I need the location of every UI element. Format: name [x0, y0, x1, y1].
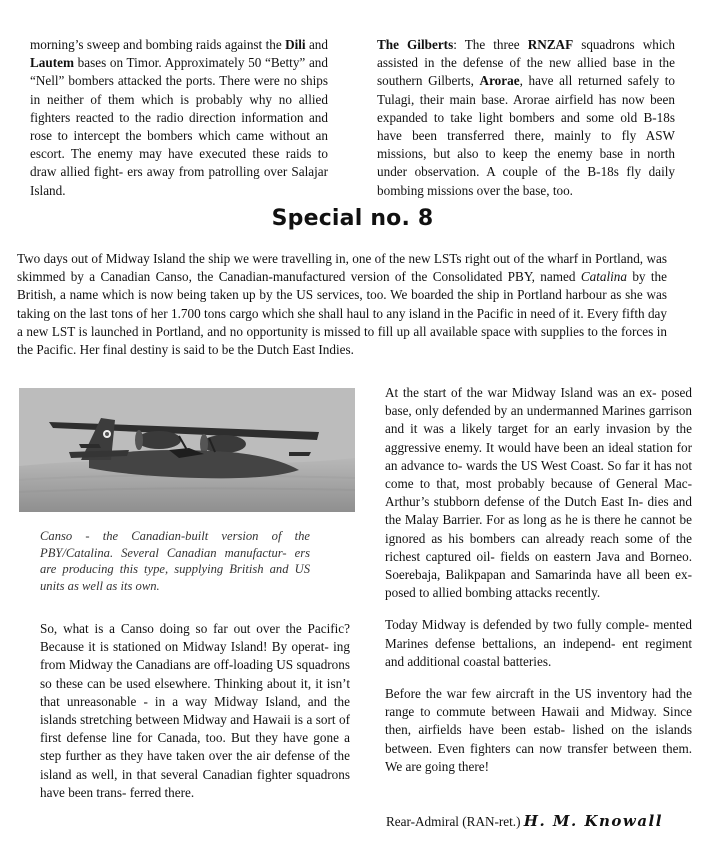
top-left-paragraph: morning’s sweep and bombing raids against the Dili and Lautem bases on Timor. Approximately 50 “Betty” and “Nell” bombers attacked the ports. There were no ships in neither of them which is probably why no allied fighters reacted to the radio direction information and rose to intercept the bombers which came without an escort. The enemy may have executed these raids to draw allied fight- ers away from patrolling over Salajar Island. [30, 37, 328, 198]
gilberts-paragraph: The Gilberts: The three RNZAF squadrons which assisted in the defense of the new allied base in the southern Gilberts, Arorae, have all returned safely to Tulagi, their main base. Arorae airfield has now been expanded to take light bombers and some old B-18s have been transferred there, mainly to fly ASW missions, but also to keep the enemy base in north under observation. A couple of the B-18s fly daily bombing missions over the base, too. [377, 37, 675, 198]
signature-name: H. M. Knowall [523, 812, 663, 830]
midway-paragraph-1: At the start of the war Midway Island was an ex- posed base, only defended by an undermanned Marines garrison and it was a likely target for an early invasion by the aggressive enemy. It would have been an ideal station for an advance to- wards the US West Coast. So far it has not come to that, most probably because of General Mac- Arthur’s stubborn defense of the Dutch East In- dies and the Malay Barrier. For as long as he is there he cannot be ignored as his bombers can already reach some of the richest captured oil- fields on eastern Java and Borneo. Soerebaja, Balikpapan and Samarinda have all been ex- posed to allied bombing attacks recently. [385, 385, 692, 601]
signature-rank: Rear-Admiral (RAN-ret.) [386, 814, 524, 829]
gilberts-heading: The Gilberts [377, 37, 454, 52]
page-title: Special no. 8 [271, 206, 434, 231]
catalina-italic: Catalina [580, 269, 627, 285]
canso-paragraph: So, what is a Canso doing so far out over the Pacific? Because it is stationed on Midway Island! By operat- ing from Midway the Canadians are off-loading US squadrons so these can be used elsewhere. Thinking about it, it isn’t that unreasonable - in a way Midway Island, and the islands stretching between Midway and Hawaii is a sort of first defense line for Canada, too. But they have gone a step further as they have taken over the air defense of the island as well, in that several Canadian fighter squadrons have been trans- ferred there. [40, 621, 350, 800]
canso-aircraft-icon [19, 388, 355, 512]
signature-line [386, 812, 686, 831]
top-left-column [30, 36, 328, 200]
canso-aircraft-photo [19, 388, 355, 512]
rnzaf-bold: RNZAF [527, 37, 574, 52]
intro-paragraph: Two days out of Midway Island the ship we were travelling in, one of the new LSTs right out of the wharf in Portland, was skimmed by a Canadian Canso, the Canadian-manufactured version of the Consolidated PBY, named Catalina by the British, a name which is now being taken up by the US services, too. We boarded the ship in Portland harbour as she was taking on the last tons of her 1.700 tons cargo which she shall haul to any island in the Pacific in need of it. Every fifth day a new LST is launched in Portland, and no opportunity is missed to fill up all available space with supplies to the forces in the Pacific. Her final destiny is said to be the Dutch East Indies. [17, 251, 667, 358]
midway-column [385, 384, 692, 776]
midway-paragraph-3: Before the war few aircraft in the US inventory had the range to commute between Hawaii and Midway. Since then, airfields have been estab- lished on the islands between. Even fighters can now transfer between them. We are going there! [385, 686, 692, 774]
lautem-bold: Lautem [30, 55, 74, 71]
gilberts-column [377, 36, 675, 200]
arorae-bold: Arorae [479, 73, 520, 89]
photo-caption: Canso - the Canadian-built version of the PBY/Catalina. Several Canadian manufactur- ers are producing this type, supplying British and US units as well as its own. [40, 529, 310, 593]
bottom-left-column [40, 620, 350, 802]
dili-bold: Dili [285, 37, 306, 52]
midway-paragraph-2: Today Midway is defended by two fully comple- mented Marines defense bettalions, an independ- ent regiment and additional coastal batteries. [385, 617, 692, 669]
